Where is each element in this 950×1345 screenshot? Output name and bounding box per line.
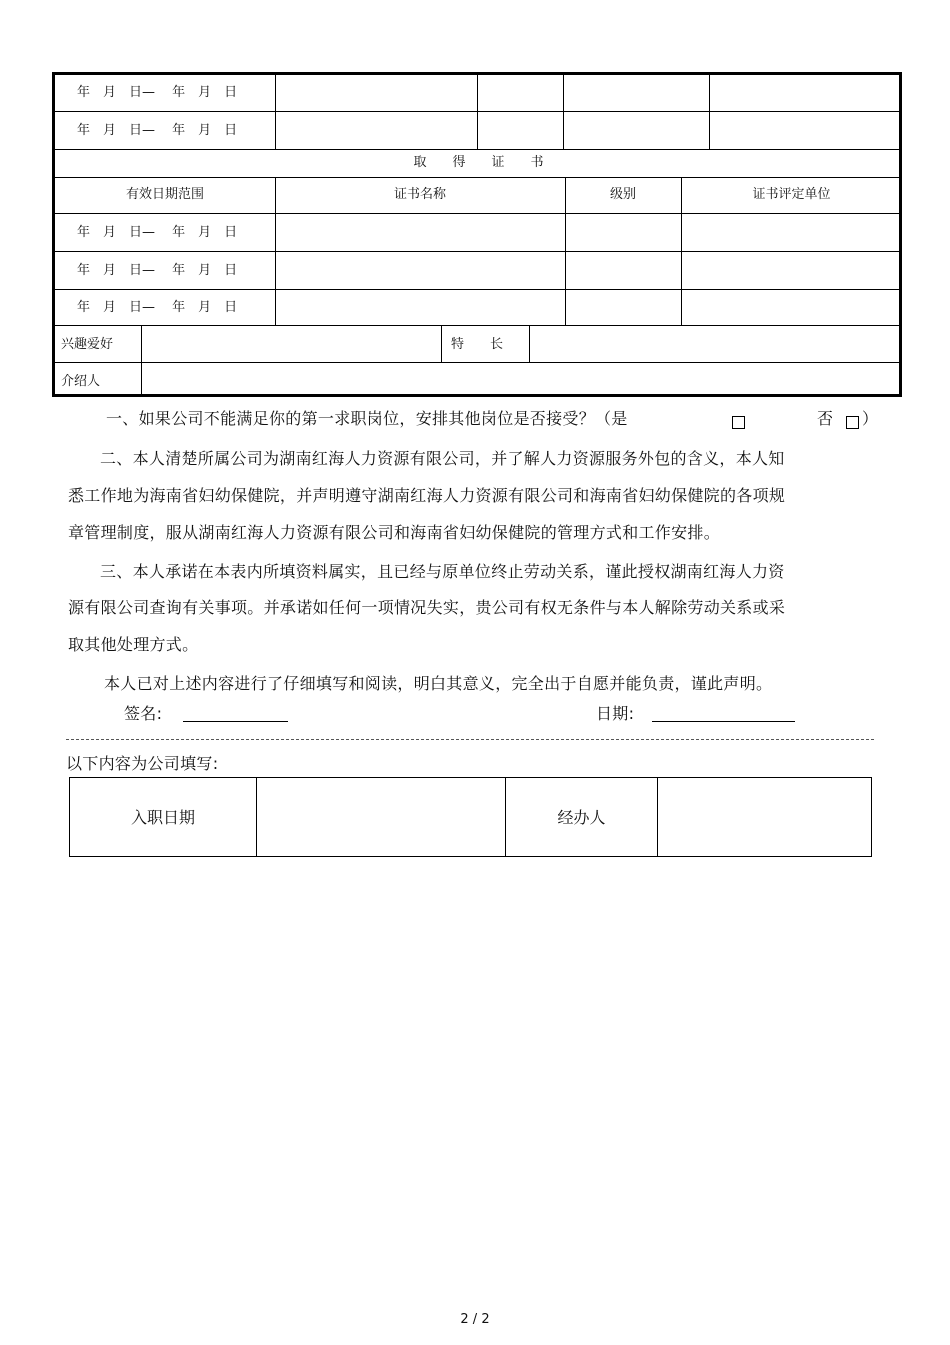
work-date-range-1: 年 月 日— 年 月 日 — [77, 85, 238, 100]
separator-dashed — [66, 739, 874, 740]
no-checkbox[interactable] — [846, 413, 859, 432]
hobby-label: 兴趣爱好 — [61, 337, 114, 352]
date-label: 日期: — [596, 704, 635, 723]
cert-header-name: 证书名称 — [393, 187, 446, 202]
yes-checkbox[interactable] — [732, 413, 745, 432]
col-divider — [563, 75, 564, 149]
row-divider — [55, 362, 902, 363]
signature-field[interactable] — [183, 721, 288, 722]
cert-date-range-2: 年 月 日— 年 月 日 — [77, 263, 238, 278]
row-divider — [55, 149, 902, 150]
statement-2-line-1: 二、本人清楚所属公司为湖南红海人力资源有限公司，并了解人力资源服务外包的含义，本人知 — [100, 449, 785, 468]
page-number: 2 / 2 — [460, 1312, 490, 1327]
row-divider — [55, 213, 902, 214]
cert-date-range-3: 年 月 日— 年 月 日 — [77, 300, 238, 315]
entry-date-field[interactable] — [257, 778, 505, 856]
specialty-label: 特 长 — [451, 337, 504, 352]
col-divider — [709, 75, 710, 149]
col-divider — [529, 325, 530, 362]
cert-header-issuer: 证书评定单位 — [752, 187, 831, 202]
cert-header-level: 级别 — [609, 187, 636, 202]
cert-date-range-1: 年 月 日— 年 月 日 — [77, 225, 238, 240]
col-divider — [141, 325, 142, 397]
work-date-range-2: 年 月 日— 年 月 日 — [77, 123, 238, 138]
statement-3-line-1: 三、本人承诺在本表内所填资料属实，且已经与原单位终止劳动关系，谨此授权湖南红海人力资 — [100, 562, 785, 581]
handler-field[interactable] — [658, 778, 871, 856]
entry-date-label: 入职日期 — [130, 808, 195, 827]
applicant-form-table — [52, 72, 902, 397]
statement-2-line-3: 章管理制度，服从湖南红海人力资源有限公司和海南省妇幼保健院的管理方式和工作安排。 — [68, 523, 721, 542]
referrer-label: 介绍人 — [61, 374, 101, 389]
company-section-title: 以下内容为公司填写: — [66, 754, 219, 773]
sign-label: 签名: — [124, 704, 163, 723]
statement-3-line-2: 源有限公司查询有关事项。并承诺如任何一项情况失实，贵公司有权无条件与本人解除劳动关系或采 — [68, 598, 786, 617]
row-divider — [55, 289, 902, 290]
statement-3-line-3: 取其他处理方式。 — [68, 635, 199, 654]
col-divider — [441, 325, 442, 362]
row-divider — [55, 325, 902, 326]
statement-2-line-2: 悉工作地为海南省妇幼保健院，并声明遵守湖南红海人力资源有限公司和海南省妇幼保健院的各项规 — [68, 486, 786, 505]
handler-label: 经办人 — [557, 808, 606, 827]
statement-1-close: ） — [862, 409, 879, 428]
date-field[interactable] — [652, 721, 795, 722]
col-divider — [275, 75, 276, 149]
col-divider — [477, 75, 478, 149]
cert-section-title: 取 得 证 书 — [413, 155, 544, 170]
row-divider — [55, 251, 902, 252]
no-option-label: 否 — [817, 409, 834, 428]
statement-1 — [106, 408, 628, 430]
statement-1-text: 一、如果公司不能满足你的第一求职岗位，安排其他岗位是否接受？（是 — [106, 409, 628, 428]
row-divider — [55, 111, 902, 112]
cert-header-validity: 有效日期范围 — [125, 187, 204, 202]
company-fill-table — [69, 777, 872, 857]
row-divider — [55, 177, 902, 178]
declaration: 本人已对上述内容进行了仔细填写和阅读，明白其意义，完全出于自愿并能负责，谨此声明。 — [104, 674, 773, 693]
